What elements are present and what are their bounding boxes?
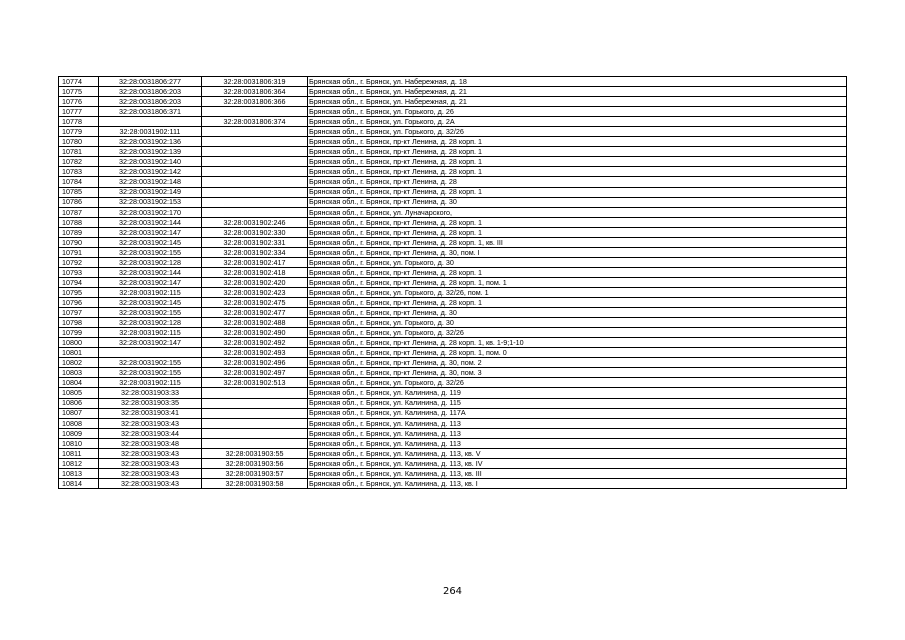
cadastral-number-cell: 32:28:0031902:149 — [99, 187, 202, 197]
row-number-cell: 10782 — [59, 157, 99, 167]
table-row — [59, 187, 847, 197]
parent-cadastral-number-cell — [202, 187, 308, 197]
parent-cadastral-number-cell — [202, 428, 308, 438]
parent-cadastral-number-cell: 32:28:0031902:420 — [202, 277, 308, 287]
address-cell: Брянская обл., г. Брянск, ул. Горького, д. 32/26, пом. 1 — [308, 287, 847, 297]
address-cell: Брянская обл., г. Брянск, ул. Калинина, д. 117А — [308, 408, 847, 418]
cadastral-number-cell — [99, 117, 202, 127]
address-cell: Брянская обл., г. Брянск, пр-кт Ленина, д. 28 корп. 1 — [308, 147, 847, 157]
table-row — [59, 167, 847, 177]
table-row — [59, 408, 847, 418]
parent-cadastral-number-cell: 32:28:0031902:488 — [202, 318, 308, 328]
row-number-cell: 10778 — [59, 117, 99, 127]
address-cell: Брянская обл., г. Брянск, ул. Горького, д. 30 — [308, 318, 847, 328]
cadastral-number-cell: 32:28:0031902:115 — [99, 378, 202, 388]
row-number-cell: 10783 — [59, 167, 99, 177]
table-row — [59, 97, 847, 107]
parent-cadastral-number-cell — [202, 418, 308, 428]
row-number-cell: 10784 — [59, 177, 99, 187]
row-number-cell: 10813 — [59, 468, 99, 478]
row-number-cell: 10811 — [59, 448, 99, 458]
row-number-cell: 10804 — [59, 378, 99, 388]
cadastral-number-cell: 32:28:0031903:43 — [99, 418, 202, 428]
address-cell: Брянская обл., г. Брянск, ул. Набережная, д. 21 — [308, 97, 847, 107]
parent-cadastral-number-cell — [202, 147, 308, 157]
cadastral-number-cell: 32:28:0031902:139 — [99, 147, 202, 157]
address-cell: Брянская обл., г. Брянск, ул. Набережная, д. 18 — [308, 77, 847, 87]
parent-cadastral-number-cell — [202, 177, 308, 187]
address-cell: Брянская обл., г. Брянск, пр-кт Ленина, д. 28 корп. 1 — [308, 137, 847, 147]
row-number-cell: 10774 — [59, 77, 99, 87]
table-row — [59, 147, 847, 157]
table-row — [59, 177, 847, 187]
parent-cadastral-number-cell: 32:28:0031806:366 — [202, 97, 308, 107]
row-number-cell: 10798 — [59, 318, 99, 328]
row-number-cell: 10787 — [59, 207, 99, 217]
table-row — [59, 207, 847, 217]
parent-cadastral-number-cell: 32:28:0031806:364 — [202, 87, 308, 97]
cadastral-number-cell: 32:28:0031806:203 — [99, 87, 202, 97]
cadastral-number-cell: 32:28:0031902:128 — [99, 257, 202, 267]
table-row — [59, 298, 847, 308]
address-cell: Брянская обл., г. Брянск, ул. Горького, д. 30 — [308, 257, 847, 267]
cadastral-number-cell: 32:28:0031806:203 — [99, 97, 202, 107]
row-number-cell: 10786 — [59, 197, 99, 207]
table-row — [59, 378, 847, 388]
address-cell: Брянская обл., г. Брянск, ул. Калинина, д. 119 — [308, 388, 847, 398]
table-row — [59, 87, 847, 97]
cadastral-number-cell: 32:28:0031902:148 — [99, 177, 202, 187]
cadastral-number-cell: 32:28:0031902:115 — [99, 328, 202, 338]
table-row — [59, 358, 847, 368]
table-row — [59, 448, 847, 458]
cadastral-number-cell: 32:28:0031806:371 — [99, 107, 202, 117]
address-cell: Брянская обл., г. Брянск, пр-кт Ленина, д. 28 корп. 1, пом. 1 — [308, 277, 847, 287]
cadastral-number-cell: 32:28:0031903:43 — [99, 458, 202, 468]
row-number-cell: 10794 — [59, 277, 99, 287]
row-number-cell: 10810 — [59, 438, 99, 448]
address-cell: Брянская обл., г. Брянск, пр-кт Ленина, д. 28 — [308, 177, 847, 187]
address-cell: Брянская обл., г. Брянск, ул. Набережная, д. 21 — [308, 87, 847, 97]
parent-cadastral-number-cell — [202, 408, 308, 418]
row-number-cell: 10803 — [59, 368, 99, 378]
table-row — [59, 348, 847, 358]
parent-cadastral-number-cell: 32:28:0031903:57 — [202, 468, 308, 478]
parent-cadastral-number-cell — [202, 388, 308, 398]
address-cell: Брянская обл., г. Брянск, пр-кт Ленина, д. 28 корп. 1 — [308, 157, 847, 167]
cadastral-number-cell: 32:28:0031903:41 — [99, 408, 202, 418]
table-row — [59, 107, 847, 117]
table-row — [59, 368, 847, 378]
parent-cadastral-number-cell: 32:28:0031902:493 — [202, 348, 308, 358]
row-number-cell: 10796 — [59, 298, 99, 308]
cadastral-number-cell: 32:28:0031902:145 — [99, 237, 202, 247]
parent-cadastral-number-cell: 32:28:0031902:331 — [202, 237, 308, 247]
parent-cadastral-number-cell — [202, 137, 308, 147]
table-row — [59, 197, 847, 207]
table-row — [59, 318, 847, 328]
parent-cadastral-number-cell — [202, 107, 308, 117]
page-number: 264 — [442, 586, 463, 597]
address-cell: Брянская обл., г. Брянск, ул. Калинина, д. 113 — [308, 428, 847, 438]
parent-cadastral-number-cell: 32:28:0031902:418 — [202, 267, 308, 277]
cadastral-number-cell: 32:28:0031902:155 — [99, 358, 202, 368]
parent-cadastral-number-cell: 32:28:0031902:497 — [202, 368, 308, 378]
row-number-cell: 10797 — [59, 308, 99, 318]
table-row — [59, 77, 847, 87]
table-row — [59, 217, 847, 227]
address-cell: Брянская обл., г. Брянск, пр-кт Ленина, д. 28 корп. 1 — [308, 187, 847, 197]
cadastral-number-cell: 32:28:0031902:144 — [99, 217, 202, 227]
cadastral-number-cell: 32:28:0031902:147 — [99, 338, 202, 348]
parent-cadastral-number-cell — [202, 157, 308, 167]
table-row — [59, 388, 847, 398]
cadastral-number-cell: 32:28:0031902:155 — [99, 368, 202, 378]
table-row — [59, 227, 847, 237]
row-number-cell: 10777 — [59, 107, 99, 117]
table-row — [59, 478, 847, 488]
cadastral-number-cell: 32:28:0031902:153 — [99, 197, 202, 207]
address-cell: Брянская обл., г. Брянск, пр-кт Ленина, д. 28 корп. 1 — [308, 298, 847, 308]
address-cell: Брянская обл., г. Брянск, пр-кт Ленина, д. 30 — [308, 197, 847, 207]
cadastral-number-cell: 32:28:0031903:33 — [99, 388, 202, 398]
table-row — [59, 438, 847, 448]
row-number-cell: 10807 — [59, 408, 99, 418]
parent-cadastral-number-cell: 32:28:0031902:423 — [202, 287, 308, 297]
parent-cadastral-number-cell — [202, 167, 308, 177]
row-number-cell: 10790 — [59, 237, 99, 247]
table-row — [59, 257, 847, 267]
cadastral-number-cell — [99, 348, 202, 358]
address-cell: Брянская обл., г. Брянск, ул. Калинина, д. 113, кв. V — [308, 448, 847, 458]
parent-cadastral-number-cell — [202, 197, 308, 207]
table-row — [59, 338, 847, 348]
address-cell: Брянская обл., г. Брянск, ул. Горького, д. 32/26 — [308, 328, 847, 338]
address-cell: Брянская обл., г. Брянск, пр-кт Ленина, д. 28 корп. 1, кв. III — [308, 237, 847, 247]
address-cell: Брянская обл., г. Брянск, пр-кт Ленина, д. 28 корп. 1, кв. 1-9;1-10 — [308, 338, 847, 348]
row-number-cell: 10779 — [59, 127, 99, 137]
parent-cadastral-number-cell: 32:28:0031806:374 — [202, 117, 308, 127]
table-row — [59, 237, 847, 247]
parent-cadastral-number-cell — [202, 398, 308, 408]
cadastral-number-cell: 32:28:0031903:48 — [99, 438, 202, 448]
row-number-cell: 10802 — [59, 358, 99, 368]
address-cell: Брянская обл., г. Брянск, пр-кт Ленина, д. 30, пом. I — [308, 247, 847, 257]
parent-cadastral-number-cell: 32:28:0031902:475 — [202, 298, 308, 308]
address-cell: Брянская обл., г. Брянск, ул. Горького, д. 2А — [308, 117, 847, 127]
parent-cadastral-number-cell: 32:28:0031902:334 — [202, 247, 308, 257]
cadastral-number-cell: 32:28:0031902:111 — [99, 127, 202, 137]
cadastral-number-cell: 32:28:0031903:44 — [99, 428, 202, 438]
cadastral-number-cell: 32:28:0031902:128 — [99, 318, 202, 328]
table-row — [59, 127, 847, 137]
cadastral-number-cell: 32:28:0031902:136 — [99, 137, 202, 147]
property-register-table — [58, 76, 847, 489]
parent-cadastral-number-cell — [202, 438, 308, 448]
cadastral-number-cell: 32:28:0031902:147 — [99, 277, 202, 287]
address-cell: Брянская обл., г. Брянск, пр-кт Ленина, д. 28 корп. 1, пом. 0 — [308, 348, 847, 358]
row-number-cell: 10789 — [59, 227, 99, 237]
row-number-cell: 10809 — [59, 428, 99, 438]
address-cell: Брянская обл., г. Брянск, ул. Горького, д. 32/26 — [308, 127, 847, 137]
parent-cadastral-number-cell: 32:28:0031902:496 — [202, 358, 308, 368]
parent-cadastral-number-cell: 32:28:0031902:330 — [202, 227, 308, 237]
address-cell: Брянская обл., г. Брянск, пр-кт Ленина, д. 28 корп. 1 — [308, 267, 847, 277]
address-cell: Брянская обл., г. Брянск, ул. Калинина, д. 115 — [308, 398, 847, 408]
cadastral-number-cell: 32:28:0031903:43 — [99, 448, 202, 458]
address-cell: Брянская обл., г. Брянск, пр-кт Ленина, д. 30, пом. 2 — [308, 358, 847, 368]
cadastral-number-cell: 32:28:0031902:140 — [99, 157, 202, 167]
register-table-body — [59, 77, 847, 489]
address-cell: Брянская обл., г. Брянск, пр-кт Ленина, д. 30 — [308, 308, 847, 318]
address-cell: Брянская обл., г. Брянск, ул. Калинина, д. 113, кв. IV — [308, 458, 847, 468]
parent-cadastral-number-cell: 32:28:0031902:417 — [202, 257, 308, 267]
parent-cadastral-number-cell: 32:28:0031902:490 — [202, 328, 308, 338]
cadastral-number-cell: 32:28:0031903:35 — [99, 398, 202, 408]
address-cell: Брянская обл., г. Брянск, ул. Горького, д. 32/26 — [308, 378, 847, 388]
row-number-cell: 10805 — [59, 388, 99, 398]
parent-cadastral-number-cell: 32:28:0031902:477 — [202, 308, 308, 318]
parent-cadastral-number-cell: 32:28:0031902:513 — [202, 378, 308, 388]
parent-cadastral-number-cell: 32:28:0031902:492 — [202, 338, 308, 348]
row-number-cell: 10775 — [59, 87, 99, 97]
address-cell: Брянская обл., г. Брянск, ул. Калинина, д. 113, кв. I — [308, 478, 847, 488]
table-row — [59, 328, 847, 338]
row-number-cell: 10791 — [59, 247, 99, 257]
row-number-cell: 10781 — [59, 147, 99, 157]
table-row — [59, 287, 847, 297]
row-number-cell: 10792 — [59, 257, 99, 267]
table-row — [59, 157, 847, 167]
cadastral-number-cell: 32:28:0031903:43 — [99, 478, 202, 488]
cadastral-number-cell: 32:28:0031902:147 — [99, 227, 202, 237]
row-number-cell: 10776 — [59, 97, 99, 107]
table-row — [59, 458, 847, 468]
cadastral-number-cell: 32:28:0031902:155 — [99, 308, 202, 318]
cadastral-number-cell: 32:28:0031902:145 — [99, 298, 202, 308]
parent-cadastral-number-cell — [202, 127, 308, 137]
address-cell: Брянская обл., г. Брянск, ул. Луначарского, — [308, 207, 847, 217]
row-number-cell: 10806 — [59, 398, 99, 408]
row-number-cell: 10795 — [59, 287, 99, 297]
parent-cadastral-number-cell — [202, 207, 308, 217]
address-cell: Брянская обл., г. Брянск, ул. Калинина, д. 113 — [308, 418, 847, 428]
table-row — [59, 277, 847, 287]
table-row — [59, 267, 847, 277]
table-row — [59, 398, 847, 408]
row-number-cell: 10785 — [59, 187, 99, 197]
address-cell: Брянская обл., г. Брянск, пр-кт Ленина, д. 30, пом. 3 — [308, 368, 847, 378]
parent-cadastral-number-cell: 32:28:0031806:319 — [202, 77, 308, 87]
cadastral-number-cell: 32:28:0031903:43 — [99, 468, 202, 478]
address-cell: Брянская обл., г. Брянск, ул. Калинина, д. 113 — [308, 438, 847, 448]
parent-cadastral-number-cell: 32:28:0031903:56 — [202, 458, 308, 468]
row-number-cell: 10780 — [59, 137, 99, 147]
table-row — [59, 247, 847, 257]
cadastral-number-cell: 32:28:0031902:170 — [99, 207, 202, 217]
row-number-cell: 10801 — [59, 348, 99, 358]
cadastral-number-cell: 32:28:0031806:277 — [99, 77, 202, 87]
address-cell: Брянская обл., г. Брянск, ул. Горького, д. 26 — [308, 107, 847, 117]
table-row — [59, 308, 847, 318]
address-cell: Брянская обл., г. Брянск, пр-кт Ленина, д. 28 корп. 1 — [308, 227, 847, 237]
row-number-cell: 10800 — [59, 338, 99, 348]
cadastral-number-cell: 32:28:0031902:115 — [99, 287, 202, 297]
row-number-cell: 10788 — [59, 217, 99, 227]
row-number-cell: 10799 — [59, 328, 99, 338]
table-row — [59, 428, 847, 438]
address-cell: Брянская обл., г. Брянск, пр-кт Ленина, д. 28 корп. 1 — [308, 167, 847, 177]
cadastral-number-cell: 32:28:0031902:142 — [99, 167, 202, 177]
address-cell: Брянская обл., г. Брянск, пр-кт Ленина, д. 28 корп. 1 — [308, 217, 847, 227]
table-row — [59, 117, 847, 127]
table-row — [59, 468, 847, 478]
row-number-cell: 10814 — [59, 478, 99, 488]
parent-cadastral-number-cell: 32:28:0031903:58 — [202, 478, 308, 488]
cadastral-number-cell: 32:28:0031902:155 — [99, 247, 202, 257]
cadastral-number-cell: 32:28:0031902:144 — [99, 267, 202, 277]
table-row — [59, 137, 847, 147]
row-number-cell: 10808 — [59, 418, 99, 428]
address-cell: Брянская обл., г. Брянск, ул. Калинина, д. 113, кв. III — [308, 468, 847, 478]
table-row — [59, 418, 847, 428]
parent-cadastral-number-cell: 32:28:0031903:55 — [202, 448, 308, 458]
parent-cadastral-number-cell: 32:28:0031902:246 — [202, 217, 308, 227]
row-number-cell: 10812 — [59, 458, 99, 468]
row-number-cell: 10793 — [59, 267, 99, 277]
